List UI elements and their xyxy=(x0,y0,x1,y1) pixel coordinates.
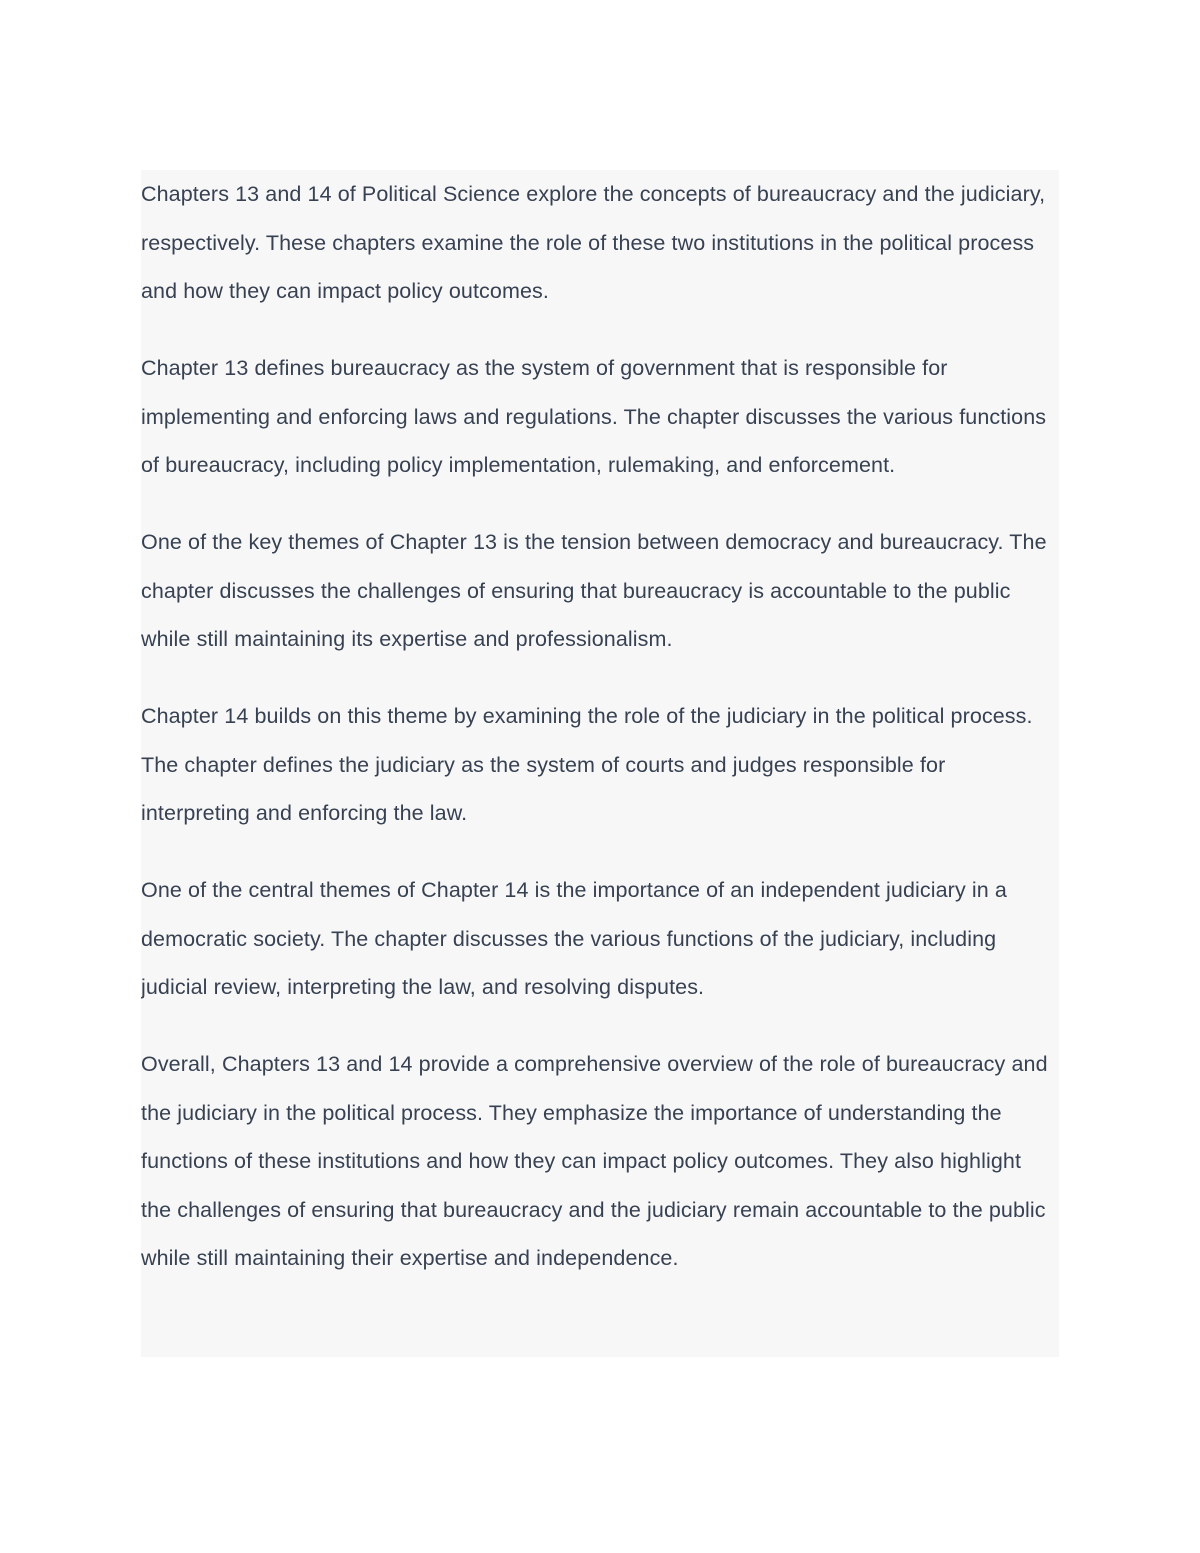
paragraph-intro: Chapters 13 and 14 of Political Science explore the concepts of bureaucracy and the judiciary, respectively. These chapters examine the role of these two institutions in the political process and how they can impact policy outcomes. xyxy=(141,182,1046,303)
paragraph-chapter-14-theme: One of the central themes of Chapter 14 is the importance of an independent judiciary in a democratic society. The chapter discusses the various functions of the judiciary, including judicial review, interpreting the law, and resolving disputes. xyxy=(141,878,1007,999)
paragraph-chapter-13-theme: One of the key themes of Chapter 13 is the tension between democracy and bureaucracy. The chapter discusses the challenges of ensuring that bureaucracy is accountable to the public while still maintaining its expertise and professionalism. xyxy=(141,530,1047,651)
paragraph-overall-summary: Overall, Chapters 13 and 14 provide a comprehensive overview of the role of bureaucracy and the judiciary in the political process. They emphasize the importance of understanding the functions of these institutions and how they can impact policy outcomes. They also highlight the challenges of ensuring that bureaucracy and the judiciary remain accountable to the public while still maintaining their expertise and independence. xyxy=(141,1052,1048,1270)
text-block xyxy=(141,170,1059,1357)
paragraph-chapter-14-definition: Chapter 14 builds on this theme by examining the role of the judiciary in the political process. The chapter defines the judiciary as the system of courts and judges responsible for interpreting and enforcing the law. xyxy=(141,704,1033,825)
paragraph-chapter-13-definition: Chapter 13 defines bureaucracy as the system of government that is responsible for implementing and enforcing laws and regulations. The chapter discusses the various functions of bureaucracy, including policy implementation, rulemaking, and enforcement. xyxy=(141,356,1047,477)
